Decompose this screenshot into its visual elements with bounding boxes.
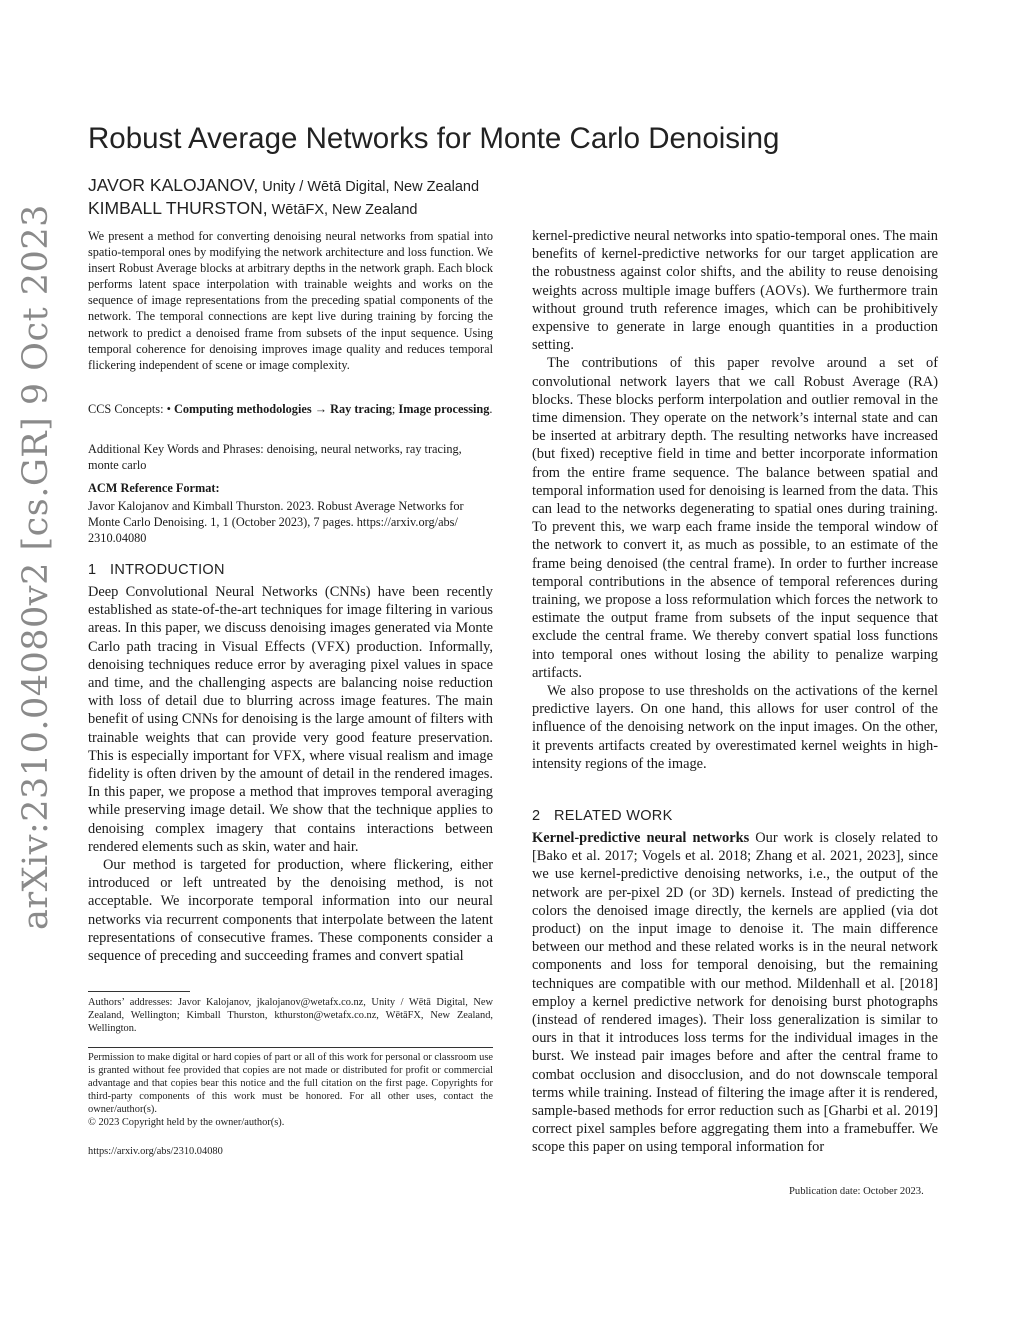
ccs-prefix: CCS Concepts: • bbox=[88, 402, 174, 416]
footnote-permission bbox=[88, 1051, 493, 1129]
ccs-concept: Image processing bbox=[398, 402, 490, 416]
ccs-separator: ; bbox=[391, 402, 399, 416]
section-heading bbox=[88, 562, 225, 578]
footnote-url bbox=[88, 1145, 493, 1158]
arxiv-stamp: arXiv:2310.04080v2 [cs.GR] 9 Oct 2023 bbox=[16, 204, 56, 930]
ccs-end: . bbox=[489, 402, 493, 416]
body-paragraph: kernel-predictive neural networks into spatio-temporal ones. The main benefits of kernel-predictive networks for our target application are the robustness against color shifts, and the ability to reuse denoising weights across multiple image buffers (AOVs). We furthermore train without ground truth reference images, which can be prohibitively expensive to generate in large enough quantities in a production setting. bbox=[532, 228, 938, 354]
ccs-concept: Ray tracing bbox=[330, 402, 392, 416]
footnote-text: Permission to make digital or hard copies of part or all of this work for personal or classroom use is granted without fee provided that copies are not made or distributed for profit or commercial advantage and that copies bear this notice and the full citation on the first page. Copyrights for third-party components of this work must be honored. For all other uses, contact the owner/author(s). bbox=[88, 1052, 493, 1115]
body-paragraph bbox=[532, 829, 938, 1157]
acm-reference-heading: ACM Reference Format: bbox=[88, 481, 220, 495]
left-column-body bbox=[88, 583, 493, 965]
author-line bbox=[88, 198, 418, 219]
author-name: KIMBALL THURSTON, bbox=[88, 198, 268, 218]
acm-reference-line: Monte Carlo Denoising. 1, 1 (October 2023), 7 pages. https://arxiv.org/abs/ bbox=[88, 515, 458, 530]
footnote-copyright: © 2023 Copyright held by the owner/author(s). bbox=[88, 1117, 285, 1128]
keywords: Additional Key Words and Phrases: denoising, neural networks, ray tracing, monte carlo bbox=[88, 442, 462, 473]
footnote-divider bbox=[88, 1047, 493, 1048]
section-title: RELATED WORK bbox=[554, 808, 673, 824]
footnote-text: https://arxiv.org/abs/2310.04080 bbox=[88, 1146, 223, 1157]
author-affiliation: WētāFX, New Zealand bbox=[267, 202, 418, 218]
author-line bbox=[88, 175, 479, 196]
acm-reference-line: 2310.04080 bbox=[88, 531, 147, 546]
ccs-concepts bbox=[88, 401, 493, 417]
body-paragraph: Our method is targeted for production, where flickering, either introduced or left untreated by the denoising method, is not acceptable. We incorporate temporal information into our neural networks via recurrent components that interpolate between the latent representations of consecutive frames. These components consider a sequence of preceding and succeeding frames and convert spatial bbox=[88, 857, 493, 965]
section-number: 1 bbox=[88, 562, 97, 578]
author-affiliation: Unity / Wētā Digital, New Zealand bbox=[258, 179, 480, 195]
ccs-concept: Computing methodologies bbox=[173, 402, 312, 416]
footnote-addresses bbox=[88, 996, 493, 1035]
acm-reference bbox=[88, 498, 493, 547]
section-number: 2 bbox=[532, 808, 541, 824]
abstract bbox=[88, 228, 493, 373]
section-title: INTRODUCTION bbox=[110, 562, 225, 578]
publication-date: Publication date: October 2023. bbox=[789, 1186, 924, 1197]
body-paragraph: We also propose to use thresholds on the activations of the kernel predictive layers. On one hand, this allows for user control of the influence of the denoising network on the input images. On the other, it prevents artifacts created by overestimated kernel weights in high-intensity regions of the image. bbox=[532, 683, 938, 772]
author-name: JAVOR KALOJANOV, bbox=[88, 175, 259, 195]
paragraph-text: Our work is closely related to [Bako et al. 2017; Vogels et al. 2018; Zhang et al. 2021, 2023], since we use kernel-predictive denoising networks, i.e., the output of the network are per-pixel 2D (or 3D) kernels. Instead of predicting the colors the denoised image directly, the kernels are applied (via dot product) on the input image to denoise it. The main difference between our method and these related works is in the neural network components and loss for temporal denoising, but the remaining techniques are compatible with our method. Mildenhall et al. [2018] employ a kernel predictive network for denoising burst photographs (instead of rendered images). Their loss generalization is similar to ours in that it introduces loss terms for the individual images in the burst. We instead pair images before and after the central frame to combat occlusion and disocclusion, and do not downscale temporal terms while training. Instead of filtering the image after it is rendered, sample-based methods for error reduction such as [Gharbi et al. 2019] correct pixel samples before aggregating them into a framebuffer. We scope this paper on using temporal information for bbox=[532, 830, 938, 1156]
right-column-body bbox=[532, 227, 938, 773]
body-paragraph: The contributions of this paper revolve around a set of convolutional network layers that we call Robust Average (RA) blocks. These blocks perform interpolation and outlier removal in the time dimension. They operate on the network’s internal state and can be inserted at arbitrary depth. The resulting networks have increased (but fixed) receptive field in time and better incorporate information from the entire frame sequence. The balance between spatial and temporal information used for denoising is learned from the data. This can lead to the networks degenerating to spatial ones during training. To prevent this, we warp each frame inside the temporal window of the network to convert it, as much as possible, to an estimate of the frame being denoised (the central frame). In order to further increase temporal contributions in the absence of temporal references during training, we propose a loss reformulation which forces the network to estimate the output frame from subsets of the input sequence that exclude the central frame. We thereby convert spatial loss functions into temporal ones without losing the ability to penalize warping artifacts. bbox=[532, 355, 938, 681]
footnote-text: Authors’ addresses: Javor Kalojanov, jkalojanov@wetafx.co.nz, Unity / Wētā Digital, New Zealand, Wellington; Kimball Thurston, kthurston@wetafx.co.nz, WētāFX, New Zealand, Wellington. bbox=[88, 997, 493, 1034]
abstract-text: We present a method for converting denoising neural networks from spatial into spatio-temporal ones by modifying the network architecture and loss function. We insert Robust Average blocks at arbitrary depths in the network graph. Each block performs latent space interpolation with trainable weights and works on the sequence of image representations from the preceding spatial components of the network. The temporal connections are kept live during training by forcing the network to predict a denoised frame from subsets of the input sequence. Using temporal coherence for denoising improves image quality and reduces temporal flickering independent of scene or image complexity. bbox=[88, 229, 493, 372]
paper-title: Robust Average Networks for Monte Carlo Denoising bbox=[88, 122, 780, 155]
body-paragraph: Deep Convolutional Neural Networks (CNNs) have been recently established as state-of-the-art techniques for image filtering in various areas. In this paper, we discuss denoising images generated via Monte Carlo path tracing in Visual Effects (VFX) production. Informally, denoising techniques reduce error by averaging pixel values in space and time, and the challenging aspects are balancing noise reduction with loss of detail due to blurring across image features. The main benefit of using CNNs for denoising is the large amount of filters with trainable weights that can provide very good feature preservation. This is especially important for VFX, where visual realism and image fidelity is often driven by the amount of detail in the rendered images. In this paper, we propose a method that improves temporal averaging while preserving image detail. We show that the technique applies to denoising complex imagery that contains interactions between rendered elements such as skin, water and hair. bbox=[88, 584, 494, 855]
related-work-body bbox=[532, 829, 938, 1157]
footnote-divider bbox=[88, 991, 190, 992]
paragraph-lead: Kernel-predictive neural networks bbox=[532, 830, 750, 846]
ccs-text bbox=[88, 401, 493, 417]
ccs-arrow: → bbox=[311, 402, 331, 416]
acm-reference-line: Javor Kalojanov and Kimball Thurston. 2023. Robust Average Networks for bbox=[88, 499, 464, 513]
section-heading bbox=[532, 808, 673, 824]
